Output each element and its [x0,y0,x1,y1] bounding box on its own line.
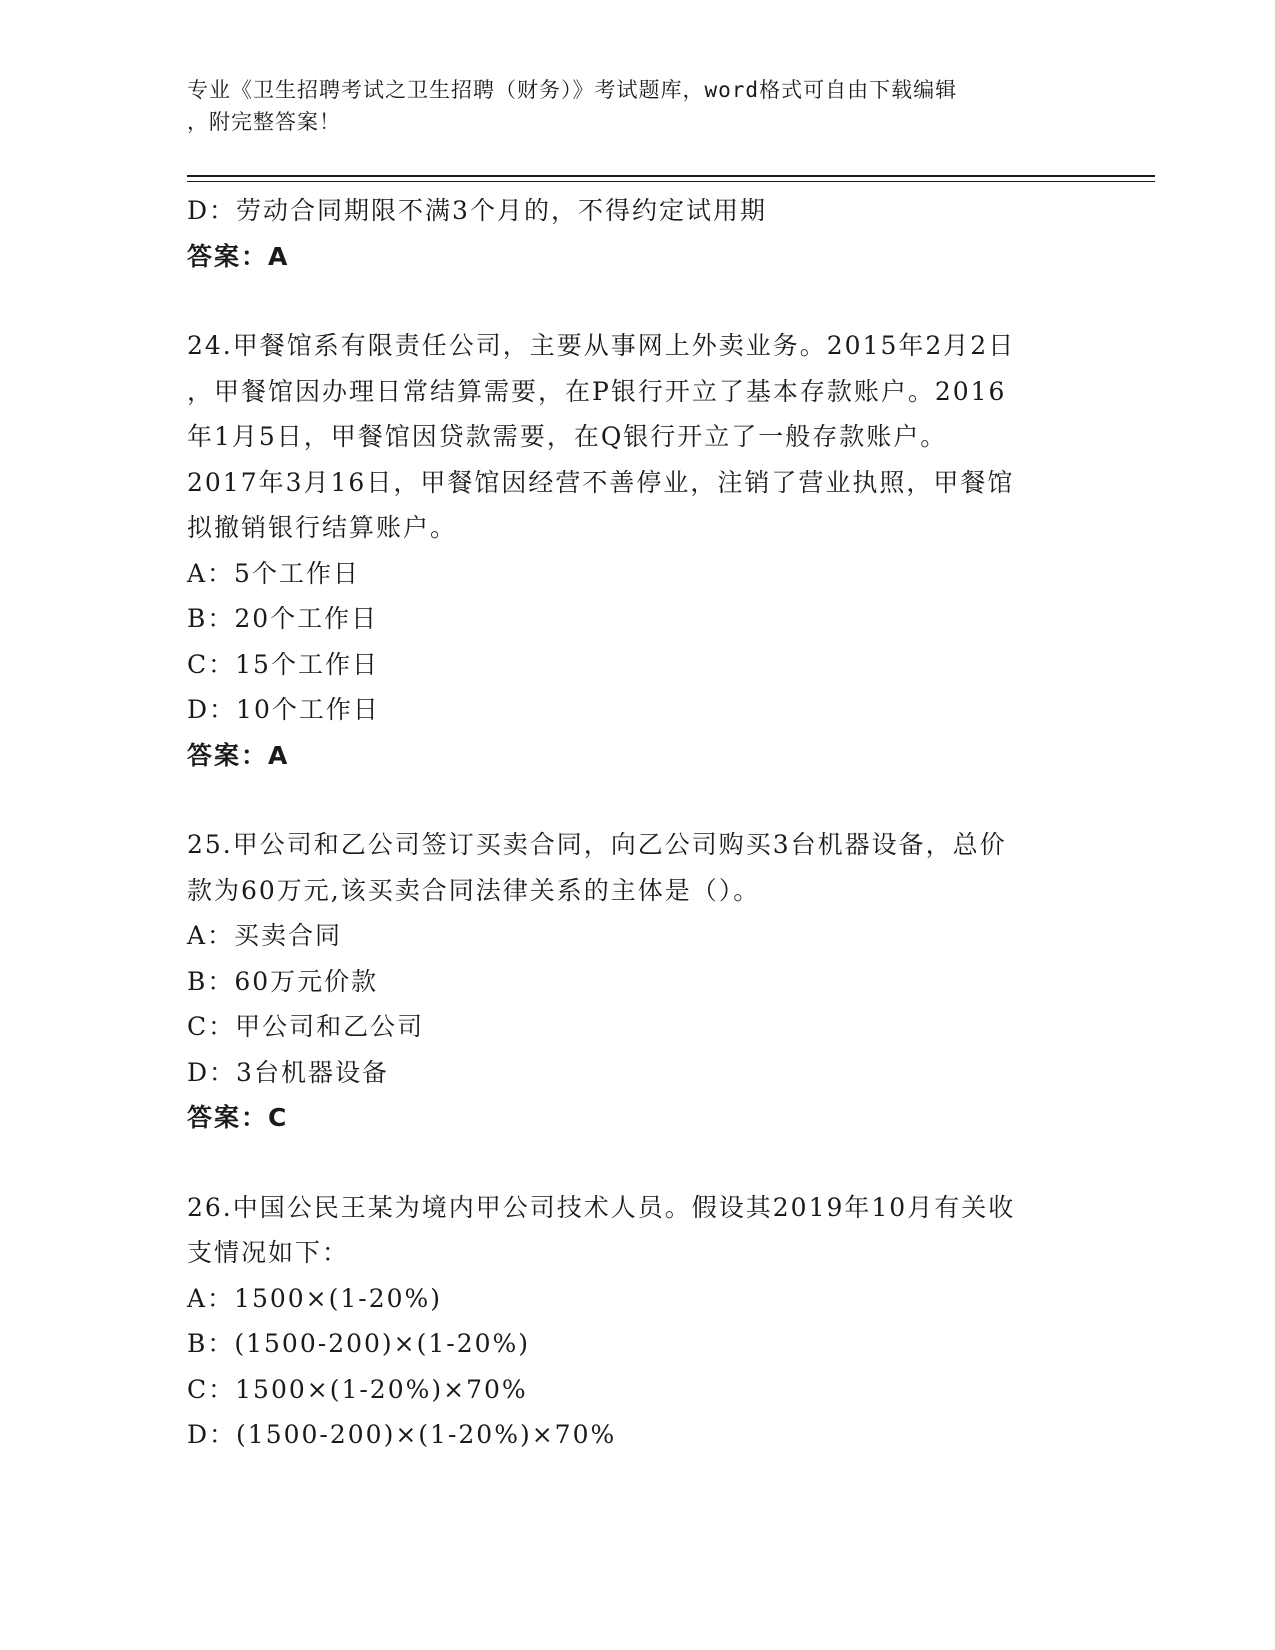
answer-line: 答案：A [187,241,290,271]
question-stem-line: 拟撤销银行结算账户。 [187,513,458,542]
question-stem-line: 支情况如下： [187,1238,350,1267]
option-b: B：20个工作日 [187,604,379,633]
prev-question-tail [187,188,1087,279]
question-26 [187,1185,1087,1458]
question-stem-line: 2017年3月16日，甲餐馆因经营不善停业，注销了营业执照，甲餐馆 [187,467,1015,497]
option-a: A：买卖合同 [187,921,343,950]
question-24 [187,323,1087,778]
option-d: D：(1500-200)×(1-20%)×70% [187,1420,617,1449]
document-body [187,188,1087,1458]
header-line-2: ，附完整答案！ [187,110,341,134]
question-stem-line: 24.甲餐馆系有限责任公司，主要从事网上外卖业务。2015年2月2日 [187,331,1016,360]
option-a: A：5个工作日 [187,558,360,588]
option-d: D：劳动合同期限不满3个月的，不得约定试用期 [187,196,767,225]
option-a: A：1500×(1-20%) [187,1283,443,1313]
question-stem-line: 25.甲公司和乙公司签订买卖合同，向乙公司购买3台机器设备，总价 [187,830,1007,859]
header-divider-thin [187,181,1155,182]
option-d: D：3台机器设备 [187,1057,389,1087]
question-25 [187,822,1087,1141]
header-line-1: 专业《卫生招聘考试之卫生招聘（财务）》考试题库，word格式可自由下载编辑 [187,78,958,102]
question-stem-line: 26.中国公民王某为境内甲公司技术人员。假设其2019年10月有关收 [187,1192,1016,1222]
answer-line: 答案：A [187,740,290,770]
question-stem-line: ，甲餐馆因办理日常结算需要，在P银行开立了基本存款账户。2016 [187,376,1007,406]
question-stem-line: 年1月5日，甲餐馆因贷款需要，在Q银行开立了一般存款账户。 [187,422,948,451]
option-b: B：(1500-200)×(1-20%) [187,1329,531,1358]
option-c: C：1500×(1-20%)×70% [187,1374,528,1404]
option-c: C：15个工作日 [187,649,379,679]
option-d: D：10个工作日 [187,695,380,724]
question-stem-line: 款为60万元,该买卖合同法律关系的主体是（）。 [187,875,761,905]
document-header [187,74,1067,138]
header-divider-thick [187,175,1155,177]
option-c: C：甲公司和乙公司 [187,1012,425,1041]
option-b: B：60万元价款 [187,966,379,996]
answer-line: 答案：C [187,1103,289,1132]
